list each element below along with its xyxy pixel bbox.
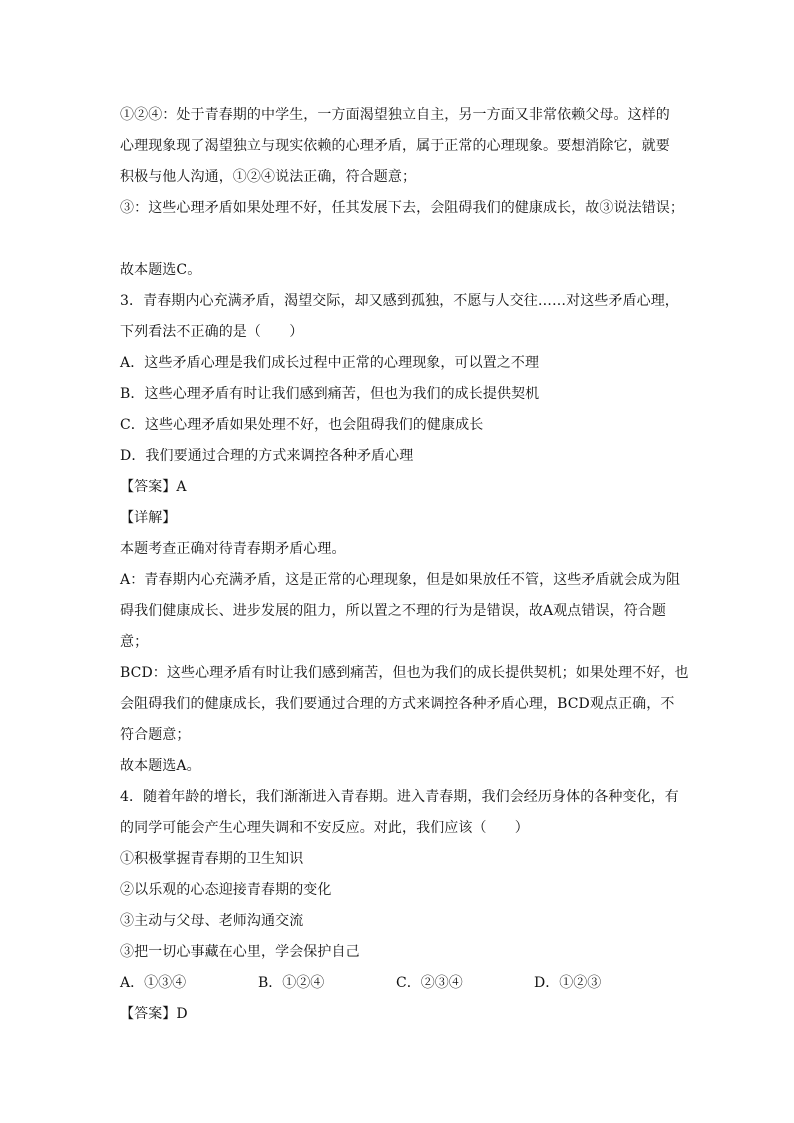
question-3-option-d: D．我们要通过合理的方式来调控各种矛盾心理 [120,448,414,464]
question-3-option-b: B．这些心理矛盾有时让我们感到痛苦，但也为我们的成长提供契机 [120,386,540,402]
question-4-answer: 【答案】D [120,1006,188,1022]
text-line: 积极与他人沟通，①②④说法正确，符合题意； [120,169,417,185]
text-line: ①②④：处于青春期的中学生，一方面渴望独立自主，另一方面又非常依赖父母。这样的 [120,107,670,123]
question-3-option-c: C．这些心理矛盾如果处理不好，也会阻碍我们的健康成长 [120,417,484,433]
detail-line: 符合题意； [120,727,191,743]
detail-line: 碍我们健康成长、进步发展的阻力，所以置之不理的行为是错误，故A观点错误，符合题 [120,603,667,619]
question-3-detail-heading: 【详解】 [120,510,177,526]
text-line: 心理现象现了渴望独立与现实依赖的心理矛盾，属于正常的心理现象。要想消除它，就要 [120,138,670,154]
question-4-item: ①积极掌握青春期的卫生知识 [120,851,304,867]
detail-line: BCD：这些心理矛盾有时让我们感到痛苦，但也为我们的成长提供契机；如果处理不好，也 [120,665,689,681]
question-3-stem: 下列看法不正确的是（ ） [120,324,304,340]
question-3-option-a: A．这些矛盾心理是我们成长过程中正常的心理现象，可以置之不理 [120,355,540,371]
question-4-item: ②以乐观的心态迎接青春期的变化 [120,882,332,898]
document-page [120,100,689,1030]
question-3-stem: 3．青春期内心充满矛盾，渴望交际，却又感到孤独，不愿与人交往……对这些矛盾心理， [120,293,679,309]
detail-line: 会阻碍我们的健康成长，我们要通过合理的方式来调控各种矛盾心理，BCD观点正确，不 [120,696,675,712]
choice-b: B．①②④ [258,975,325,991]
question-4-item: ③把一切心事藏在心里，学会保护自己 [120,944,360,960]
question-4-stem: 4．随着年龄的增长，我们渐渐进入青春期。进入青春期，我们会经历身体的各种变化，有 [120,789,679,805]
text-line: ③：这些心理矛盾如果处理不好，任其发展下去，会阻碍我们的健康成长，故③说法错误； [120,200,684,216]
question-4-stem: 的同学可能会产生心理失调和不安反应。对此，我们应该（ ） [120,820,529,836]
question-4-item: ③主动与父母、老师沟通交流 [120,913,304,929]
choice-d: D．①②③ [534,975,602,991]
question-4-choices [120,968,680,999]
detail-line: A：青春期内心充满矛盾，这是正常的心理现象，但是如果放任不管，这些矛盾就会成为阻 [120,572,681,588]
detail-line: 意； [120,634,149,650]
question-3-answer: 【答案】A [120,479,187,495]
choice-c: C．②③④ [396,975,463,991]
blank-line [120,224,680,255]
detail-line: 故本题选A。 [120,758,201,774]
conclusion-line: 故本题选C。 [120,262,202,278]
detail-line: 本题考查正确对待青春期矛盾心理。 [120,541,346,557]
choice-a: A．①③④ [120,975,187,991]
